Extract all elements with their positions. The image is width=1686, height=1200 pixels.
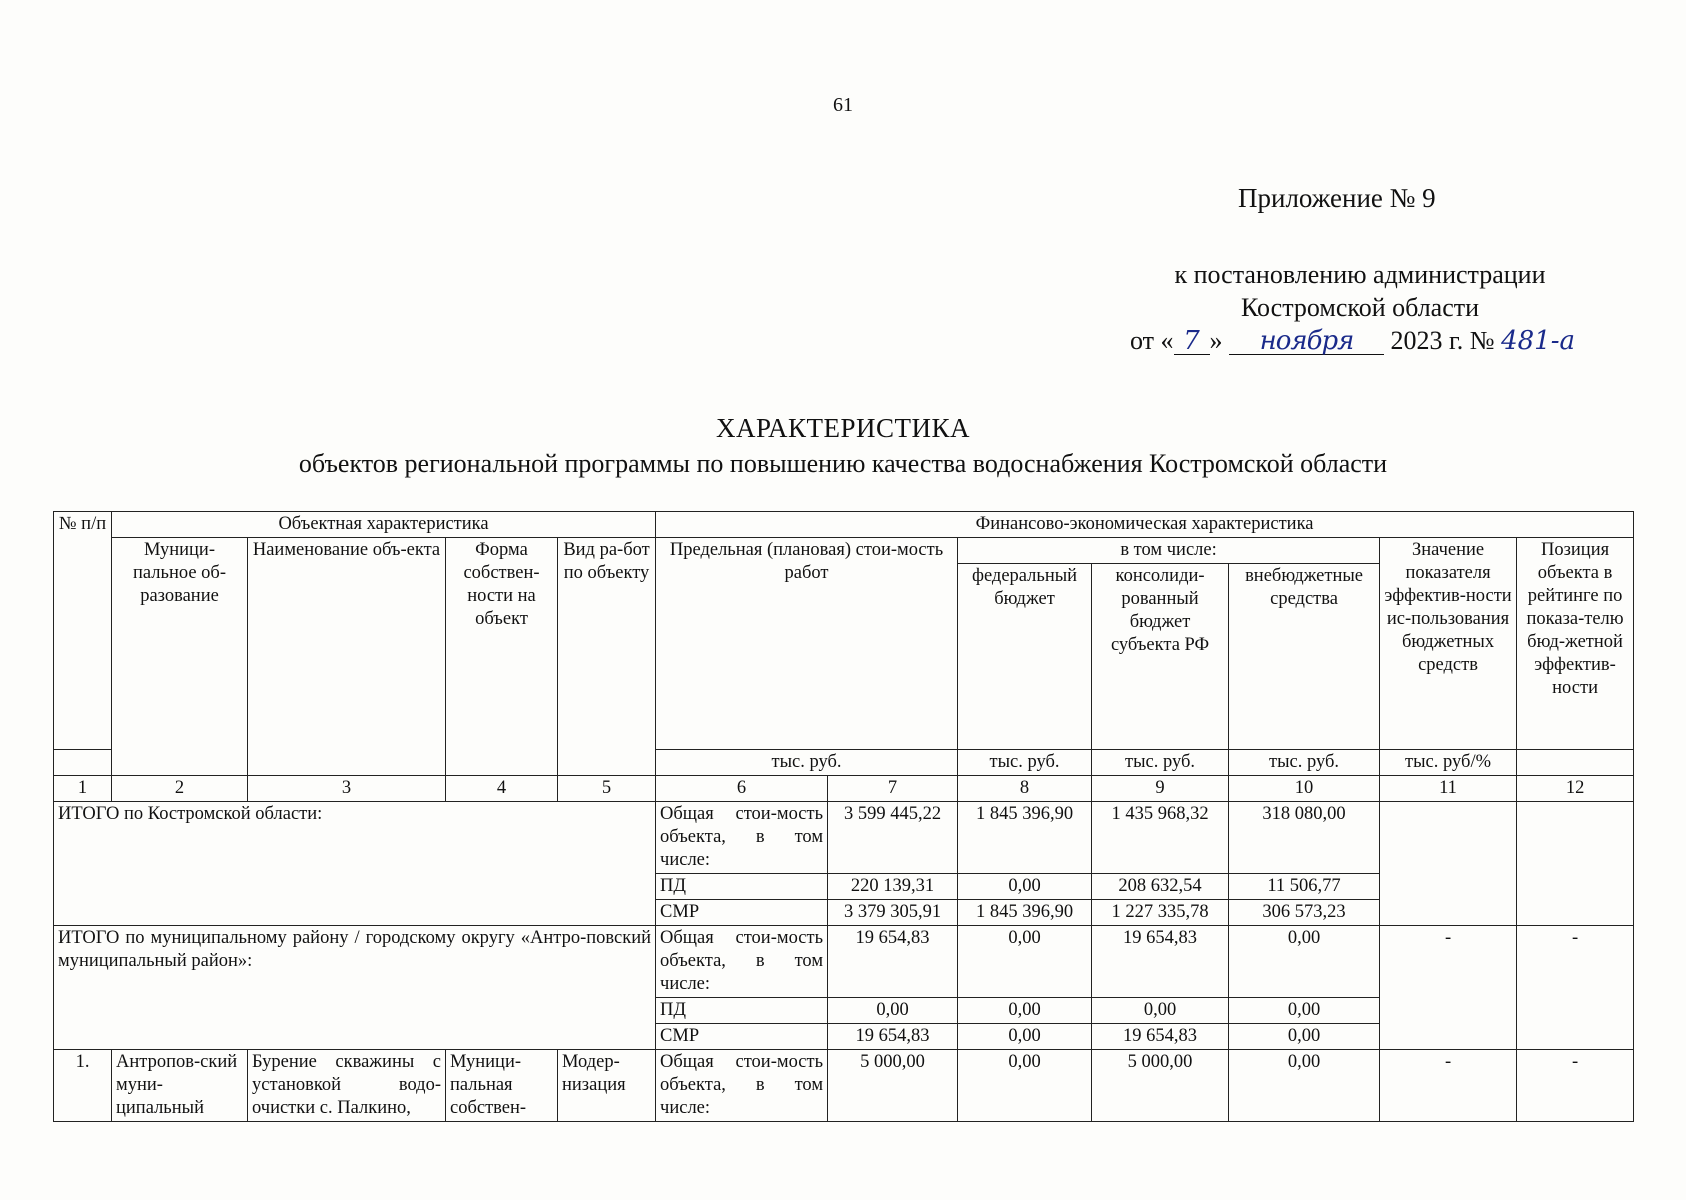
- col-number: 3: [248, 776, 446, 802]
- cost-value: 0,00: [828, 998, 958, 1024]
- characteristics-table: [53, 511, 1634, 1122]
- cost-type: СМР: [656, 900, 828, 926]
- unit-consolidated: тыс. руб.: [1092, 750, 1229, 776]
- decree-number-handwritten: 481-а: [1501, 326, 1575, 356]
- col-number: 2: [112, 776, 248, 802]
- federal-value: 0,00: [958, 874, 1092, 900]
- unit-cost: тыс. руб.: [656, 750, 958, 776]
- rating-value: -: [1517, 1050, 1634, 1122]
- item-object-name: Бурение скважины с установкой водо-очистки с. Палкино,: [248, 1050, 446, 1122]
- document-title: ХАРАКТЕРИСТИКА: [715, 413, 971, 443]
- col-number: 5: [558, 776, 656, 802]
- federal-value: 1 845 396,90: [958, 900, 1092, 926]
- federal-value: 0,00: [958, 926, 1092, 998]
- header-no: № п/п: [54, 512, 112, 750]
- federal-value: 0,00: [958, 998, 1092, 1024]
- document-subtitle: объектов региональной программы по повышению качества водоснабжения Костромской области: [298, 449, 1388, 478]
- extrabudget-value: 0,00: [1229, 1050, 1380, 1122]
- unit-extrabudget: тыс. руб.: [1229, 750, 1380, 776]
- cost-type: Общая стои-мость объекта, в том числе:: [656, 1050, 828, 1122]
- extrabudget-value: 318 080,00: [1229, 802, 1380, 874]
- rating-value: -: [1517, 926, 1634, 1050]
- col-number: 1: [54, 776, 112, 802]
- cost-type: Общая стои-мость объекта, в том числе:: [656, 926, 828, 998]
- efficiency-value: [1380, 802, 1517, 926]
- header-including: в том числе:: [958, 538, 1380, 564]
- rating-value: [1517, 802, 1634, 926]
- consolidated-value: 1 227 335,78: [1092, 900, 1229, 926]
- header-efficiency: Значение показателя эффектив-ности ис-пользования бюджетных средств: [1380, 538, 1517, 750]
- table-row: [54, 802, 1634, 874]
- header-federal: федеральный бюджет: [958, 564, 1092, 750]
- consolidated-value: 5 000,00: [1092, 1050, 1229, 1122]
- header-max-cost: Предельная (плановая) стои-мость работ: [656, 538, 958, 750]
- page-number: 61: [833, 94, 853, 116]
- col-number: 11: [1380, 776, 1517, 802]
- header-object-name: Наименование объ-екта: [248, 538, 446, 776]
- header-work-type: Вид ра-бот по объекту: [558, 538, 656, 776]
- cost-type: Общая стои-мость объекта, в том числе:: [656, 802, 828, 874]
- extrabudget-value: 0,00: [1229, 1024, 1380, 1050]
- item-work-type: Модер-низация: [558, 1050, 656, 1122]
- header-extrabudget: внебюджетные средства: [1229, 564, 1380, 750]
- decree-line-3: [1130, 324, 1590, 357]
- cost-value: 19 654,83: [828, 926, 958, 998]
- table-row: [54, 926, 1634, 998]
- column-numbers-row: [54, 776, 1634, 802]
- extrabudget-value: 0,00: [1229, 998, 1380, 1024]
- col-number: 9: [1092, 776, 1229, 802]
- decree-reference: [1130, 258, 1590, 357]
- consolidated-value: 0,00: [1092, 998, 1229, 1024]
- decree-from-prefix: от «: [1130, 326, 1174, 355]
- header-financial-characteristic: Финансово-экономическая характеристика: [656, 512, 1634, 538]
- unit-federal: тыс. руб.: [958, 750, 1092, 776]
- table-row: [54, 1050, 1634, 1122]
- extrabudget-value: 306 573,23: [1229, 900, 1380, 926]
- header-municipality: Муници-пальное об-разование: [112, 538, 248, 776]
- consolidated-value: 1 435 968,32: [1092, 802, 1229, 874]
- col-number: 10: [1229, 776, 1380, 802]
- appendix-label: Приложение № 9: [1238, 183, 1436, 213]
- header-ownership: Форма собствен-ности на объект: [446, 538, 558, 776]
- efficiency-value: -: [1380, 1050, 1517, 1122]
- header-object-characteristic: Объектная характеристика: [112, 512, 656, 538]
- extrabudget-value: 0,00: [1229, 926, 1380, 998]
- header-row-1: [54, 512, 1634, 538]
- cost-value: 220 139,31: [828, 874, 958, 900]
- cost-type: СМР: [656, 1024, 828, 1050]
- unit-rating-blank: [1517, 750, 1634, 776]
- decree-month-handwritten: ноября: [1229, 328, 1384, 355]
- decree-line-1: к постановлению администрации: [1174, 260, 1546, 289]
- col-number: 6: [656, 776, 828, 802]
- decree-year: 2023 г. №: [1390, 326, 1495, 355]
- cost-type: ПД: [656, 874, 828, 900]
- unit-efficiency: тыс. руб/%: [1380, 750, 1517, 776]
- unit-no-blank: [54, 750, 112, 776]
- efficiency-value: -: [1380, 926, 1517, 1050]
- cost-value: 19 654,83: [828, 1024, 958, 1050]
- federal-value: 0,00: [958, 1024, 1092, 1050]
- federal-value: 1 845 396,90: [958, 802, 1092, 874]
- cost-type: ПД: [656, 998, 828, 1024]
- cost-value: 3 599 445,22: [828, 802, 958, 874]
- decree-day-handwritten: 7: [1174, 328, 1210, 355]
- header-row-2: [54, 538, 1634, 564]
- total-region-label: ИТОГО по Костромской области:: [54, 802, 656, 926]
- decree-quote-close: »: [1209, 326, 1223, 355]
- consolidated-value: 19 654,83: [1092, 1024, 1229, 1050]
- header-consolidated: консолиди-рованный бюджет субъекта РФ: [1092, 564, 1229, 750]
- col-number: 4: [446, 776, 558, 802]
- federal-value: 0,00: [958, 1050, 1092, 1122]
- item-municipality: Антропов-ский муни-ципальный: [112, 1050, 248, 1122]
- item-ownership: Муници-пальная собствен-: [446, 1050, 558, 1122]
- item-number: 1.: [54, 1050, 112, 1122]
- extrabudget-value: 11 506,77: [1229, 874, 1380, 900]
- col-number: 8: [958, 776, 1092, 802]
- col-number: 12: [1517, 776, 1634, 802]
- decree-line-2: Костромской области: [1240, 293, 1480, 322]
- consolidated-value: 208 632,54: [1092, 874, 1229, 900]
- cost-value: 3 379 305,91: [828, 900, 958, 926]
- header-rating: Позиция объекта в рейтинге по показа-телю бюд-жетной эффектив-ности: [1517, 538, 1634, 750]
- total-district-label: ИТОГО по муниципальному району / городскому округу «Антро-повский муниципальный район»:: [54, 926, 656, 1050]
- col-number: 7: [828, 776, 958, 802]
- consolidated-value: 19 654,83: [1092, 926, 1229, 998]
- cost-value: 5 000,00: [828, 1050, 958, 1122]
